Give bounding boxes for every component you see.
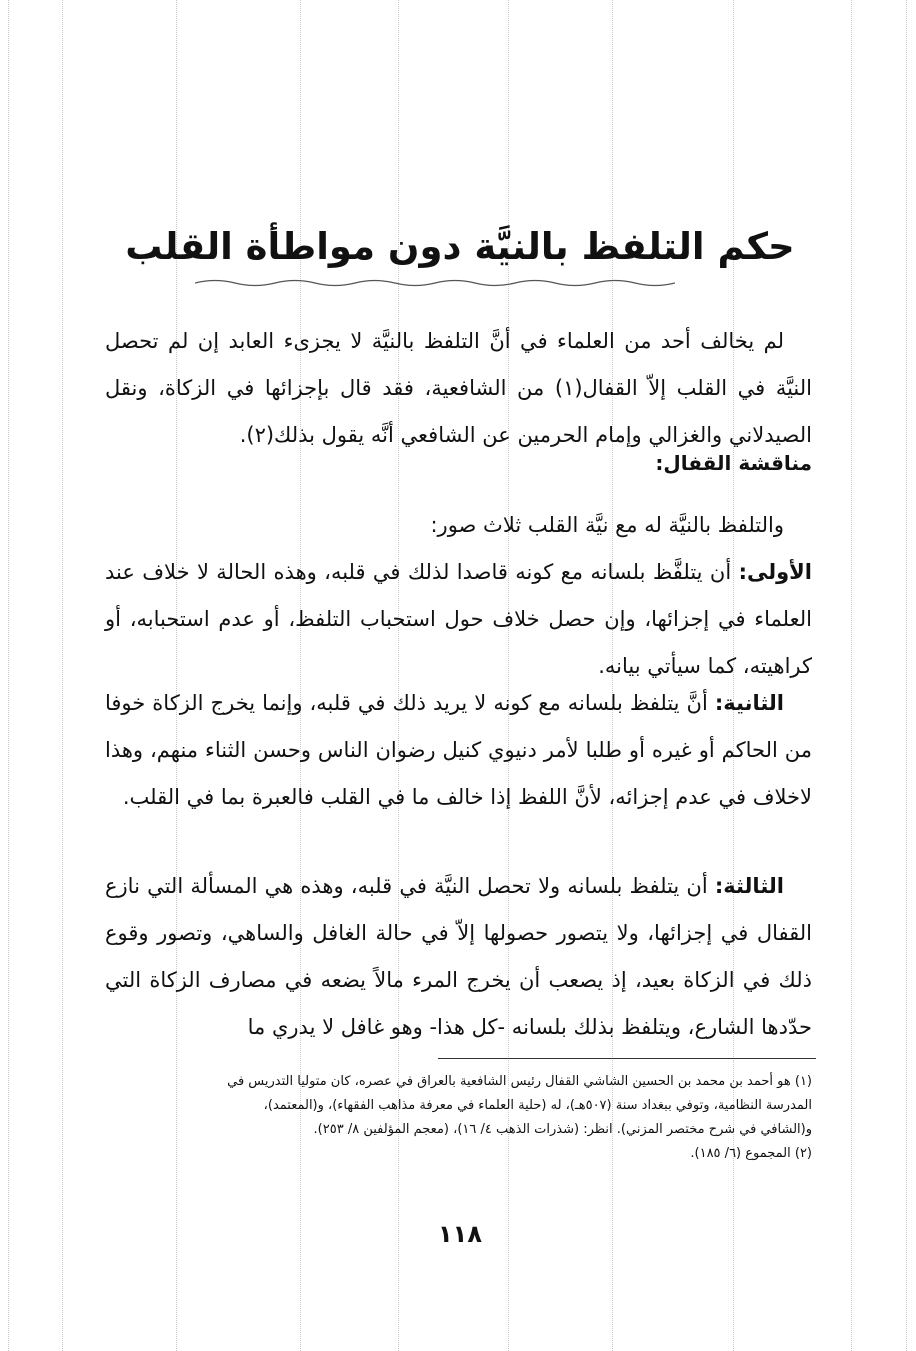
case-text-second: أنَّ يتلفظ بلسانه مع كونه لا يريد ذلك في قلبه، وإنما يخرج الزكاة خوفا من الحاكم أو غيره أو طلبا لأمر دنيوي كنيل رضوان الناس وحسن الثناء منهم، وهذا لاخلاف في عدم إجزائه، لأنَّ اللفظ إذا خالف ما في القلب فالعبرة بما في القلب.: [105, 691, 812, 809]
intro-paragraph: [105, 318, 812, 459]
footnote-line: المدرسة النظامية، وتوفي ببغداد سنة (٥٠٧هـ)، له (حلية العلماء في معرفة مذاهب الفقهاء)، و(المعتمد)،: [263, 1098, 812, 1113]
footnote-line: (١) هو أحمد بن محمد بن الحسين الشاشي القفال رئيس الشافعية بالعراق في عصره، كان متوليا التدريس في: [227, 1074, 812, 1089]
footnote-line: و(الشافي في شرح مختصر المزني). انظر: (شذرات الذهب ٤/ ١٦)، (معجم المؤلفين ٨/ ٢٥٣).: [313, 1122, 812, 1137]
case-second-paragraph: [105, 680, 812, 821]
page-number: ١١٨: [438, 1220, 482, 1248]
document-page: [100, 0, 820, 1351]
intro-text: لم يخالف أحد من العلماء في أنَّ التلفظ بالنيَّة لا يجزىء العابد إن لم تحصل النيَّة في القلب إلاّ القفال(١) من الشافعية، فقد قال بإجزائها في الزكاة، ونقل الصيدلاني والغزالي وإمام الحرمين عن الشافعي أنَّه يقول بذلك(٢).: [105, 329, 812, 447]
cases-paragraph: [105, 502, 812, 690]
title-underline: [195, 278, 675, 288]
case-third-paragraph: [105, 863, 812, 1051]
case-text-first: أن يتلفَّظ بلسانه مع كونه قاصدا لذلك في قلبه، وهذه الحالة لا خلاف عند العلماء في إجزائها، وإن حصل خلاف حول استحباب التلفظ، أو عدم استحبابه، أو كراهيته، كما سيأتي بيانه.: [105, 560, 812, 678]
case-label-second: الثانية:: [714, 691, 784, 715]
section-subheading: مناقشة القفال:: [655, 451, 812, 475]
page-title: حكم التلفظ بالنيَّة دون مواطأة القلب: [125, 225, 795, 268]
case-text-third: أن يتلفظ بلسانه ولا تحصل النيَّة في قلبه، وهذه هي المسألة التي نازع القفال في إجزائها، ولا يتصور حصولها إلاّ في حالة الغافل والساهي، وتصور وقوع ذلك في الزكاة بعيد، إذ يصعب أن يخرج المرء مالاً يضعه في مصارف الزكاة التي حدّدها الشارع، ويتلفظ بذلك بلسانه -كل هذا- وهو غافل لا يدري ما: [105, 874, 812, 1039]
cases-intro: والتلفظ بالنيَّة له مع نيَّة القلب ثلاث صور:: [430, 513, 784, 537]
footnote-divider: [438, 1058, 816, 1059]
case-label-third: الثالثة:: [714, 874, 784, 898]
case-label-first: الأولى:: [738, 560, 812, 584]
footnotes: [105, 1070, 812, 1166]
footnote-line: (٢) المجموع (٦/ ١٨٥).: [690, 1146, 812, 1161]
